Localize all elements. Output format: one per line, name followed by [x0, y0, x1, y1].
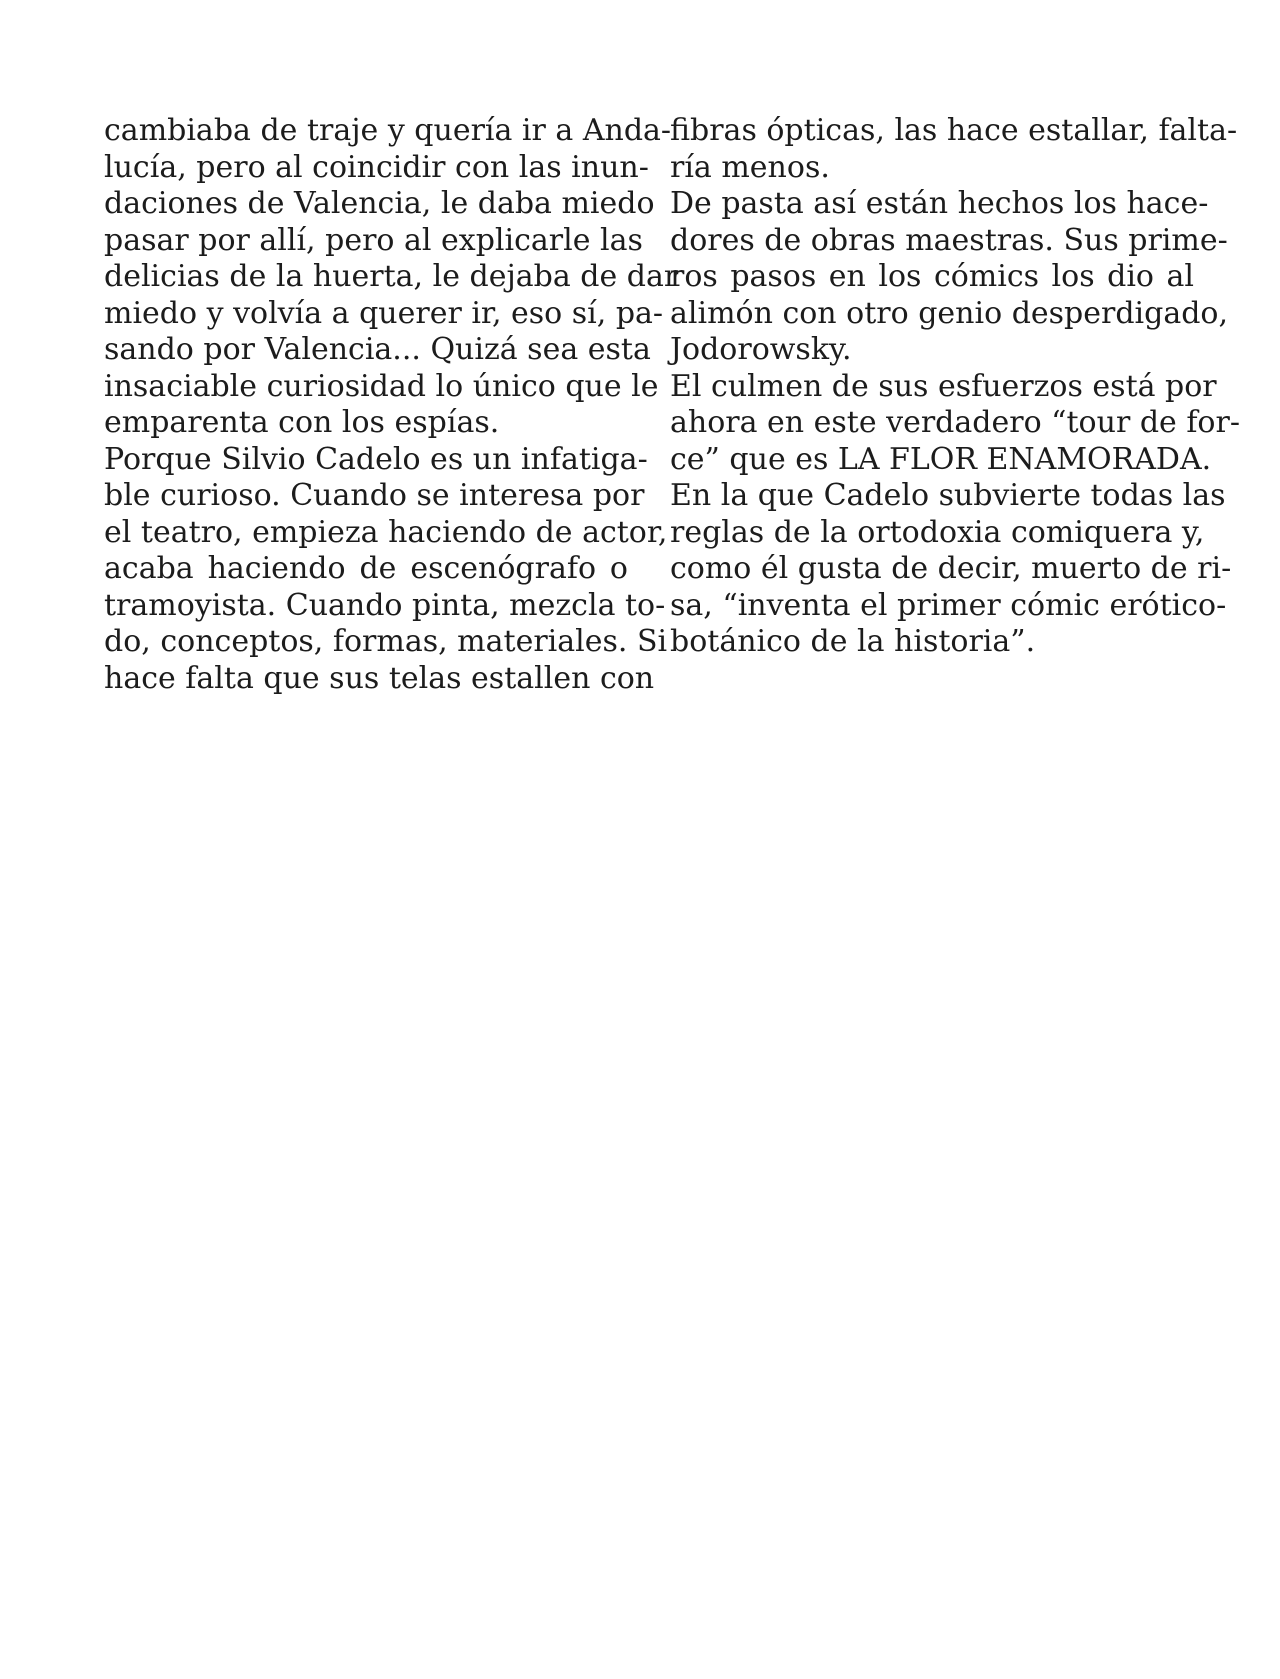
- right-text-column: [670, 113, 1240, 661]
- text-line: daciones de Valencia, le daba miedo: [104, 186, 655, 221]
- text-line: ce” que es LA FLOR ENAMORADA.: [670, 441, 1212, 477]
- text-line: reglas de la ortodoxia comiquera y,: [670, 514, 1205, 550]
- text-line: alimón con otro genio desperdigado,: [670, 295, 1229, 331]
- text-line: como él gusta de decir, muerto de ri-: [670, 551, 1232, 586]
- text-line: el teatro, empieza haciendo de actor,: [104, 514, 668, 550]
- text-line: cambiaba de traje y quería ir a Anda-: [104, 113, 672, 148]
- text-line: emparenta con los espías.: [104, 405, 500, 440]
- text-line: ría menos.: [670, 149, 830, 185]
- text-line: ros pasos en los cómics los dio al: [670, 259, 1194, 294]
- text-line: sando por Valencia... Quizá sea esta: [104, 332, 651, 367]
- text-line: ahora en este verdadero “tour de for-: [670, 405, 1240, 440]
- text-line: botánico de la historia”.: [670, 624, 1036, 659]
- text-line: sa, “inventa el primer cómic erótico-: [670, 587, 1227, 623]
- text-line: lucía, pero al coincidir con las inun-: [104, 149, 649, 185]
- text-line: miedo y volvía a querer ir, eso sí, pa-: [104, 295, 664, 331]
- text-line: insaciable curiosidad lo único que le: [104, 368, 659, 404]
- text-line: pasar por allí, pero al explicarle las: [104, 222, 643, 258]
- text-line: acaba haciendo de escenógrafo o: [104, 551, 628, 586]
- text-line: Jodorowsky.: [670, 332, 852, 367]
- text-line: hace falta que sus telas estallen con: [104, 660, 655, 696]
- text-line: fibras ópticas, las hace estallar, falta-: [670, 113, 1238, 148]
- text-line: El culmen de sus esfuerzos está por: [670, 368, 1217, 404]
- text-line: delicias de la huerta, le dejaba de dar: [104, 259, 679, 294]
- text-line: dores de obras maestras. Sus prime-: [670, 222, 1228, 258]
- left-text-column: [104, 113, 679, 697]
- text-line: Porque Silvio Cadelo es un infatiga-: [104, 441, 648, 477]
- text-line: ble curioso. Cuando se interesa por: [104, 478, 645, 513]
- text-line: tramoyista. Cuando pinta, mezcla to-: [104, 587, 666, 623]
- text-line: De pasta así están hechos los hace-: [670, 186, 1209, 221]
- text-line: En la que Cadelo subvierte todas las: [670, 478, 1226, 513]
- text-line: do, conceptos, formas, materiales. Si: [104, 624, 668, 659]
